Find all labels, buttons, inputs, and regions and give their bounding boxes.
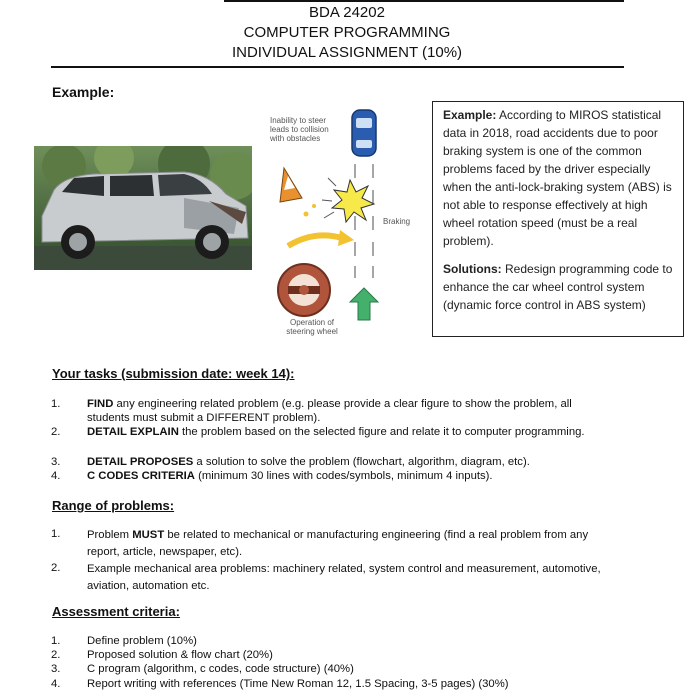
task-text: DETAIL PROPOSES a solution to solve the problem (flowchart, algorithm, diagram, etc). bbox=[87, 456, 530, 468]
task-text: C CODES CRITERIA (minimum 30 lines with codes/symbols, minimum 4 inputs). bbox=[87, 470, 493, 482]
yellow-arrow-icon bbox=[288, 235, 342, 246]
assessment-number: 2. bbox=[51, 649, 61, 661]
traffic-cone-icon bbox=[280, 168, 302, 202]
assessment-number: 1. bbox=[51, 635, 61, 647]
task-number: 1. bbox=[51, 398, 61, 410]
task-text: DETAIL EXPLAIN the problem based on the selected figure and relate it to computer programming. bbox=[87, 426, 585, 438]
assessment-number: 3. bbox=[51, 663, 61, 675]
range-text: Example mechanical area problems: machinery related, system control and measurement, automotive, aviation, automation etc. bbox=[87, 563, 601, 592]
range-text: Problem MUST be related to mechanical or manufacturing engineering (find a real problem from any report, article, newspaper, etc). bbox=[87, 529, 589, 558]
course-code: BDA 24202 bbox=[309, 4, 385, 21]
solutions-text: Redesign programming code to enhance the car wheel control system (dynamic force control in ABS system) bbox=[443, 262, 673, 312]
header-bottom-rule bbox=[51, 66, 624, 68]
range-number: 1. bbox=[51, 528, 61, 540]
header-top-rule bbox=[224, 0, 624, 2]
course-name: COMPUTER PROGRAMMING bbox=[243, 24, 451, 41]
example-label: Example: bbox=[443, 108, 497, 122]
collision-burst-icon bbox=[322, 178, 374, 222]
example-paragraph bbox=[443, 106, 677, 250]
solutions-label: Solutions: bbox=[443, 262, 502, 276]
steering-wheel-icon bbox=[278, 264, 330, 316]
inability-label: Inability to steer leads to collision with obstacles bbox=[270, 116, 329, 143]
steering-label: Operation of steering wheel bbox=[286, 318, 338, 336]
green-arrow-icon bbox=[350, 288, 378, 320]
assessment-title: Assessment criteria: bbox=[52, 604, 180, 619]
assessment-text: Report writing with references (Time New Roman 12, 1.5 Spacing, 3-5 pages) (30%) bbox=[87, 678, 509, 690]
tasks-title: Your tasks (submission date: week 14): bbox=[52, 366, 295, 381]
task-number: 4. bbox=[51, 470, 61, 482]
assessment-text: Define problem (10%) bbox=[87, 635, 197, 647]
assessment-number: 4. bbox=[51, 678, 61, 690]
task-number: 3. bbox=[51, 456, 61, 468]
car-top-icon bbox=[352, 110, 376, 156]
example-box bbox=[432, 101, 684, 337]
range-number: 2. bbox=[51, 562, 61, 574]
example-heading: Example: bbox=[52, 84, 115, 100]
assessment-text: C program (algorithm, c codes, code structure) (40%) bbox=[87, 663, 354, 675]
assignment-title: INDIVIDUAL ASSIGNMENT (10%) bbox=[231, 44, 463, 61]
braking-diagram bbox=[258, 106, 398, 336]
task-number: 2. bbox=[51, 426, 61, 438]
braking-label: Braking bbox=[383, 217, 411, 226]
crashed-car-photo bbox=[34, 146, 252, 270]
task-text: FIND any engineering related problem (e.g. please provide a clear figure to show the problem, all students must submit a DIFFERENT problem). bbox=[87, 398, 572, 424]
solutions-paragraph bbox=[443, 260, 677, 314]
range-title: Range of problems: bbox=[52, 498, 175, 513]
assessment-text: Proposed solution & flow chart (20%) bbox=[87, 649, 273, 661]
example-text: According to MIROS statistical data in 2018, road accidents due to poor braking system is one of the common problems faced by the driver especially when the anti-lock-braking system (ABS) is not able to response effectively at high wheel rotation speed (must be a real problem). bbox=[443, 108, 672, 248]
